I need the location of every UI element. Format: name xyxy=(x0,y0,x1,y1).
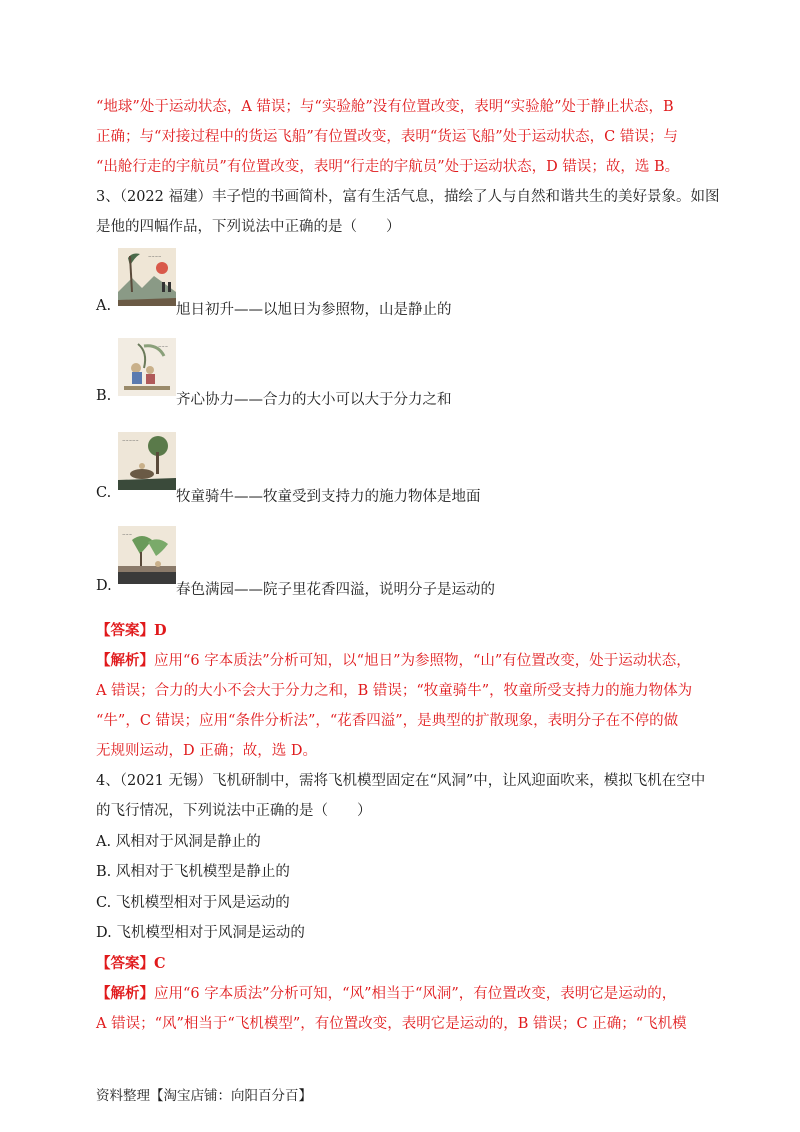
explanation-text: 应用“6 字本质法”分析可知，以“旭日”为参照物，“山”有位置改变，处于运动状态， xyxy=(154,653,691,669)
intro-explanation-line-3: “出舱行走的宇航员”有位置改变，表明“行走的宇航员”处于运动状态，D 错误；故，选 B。 xyxy=(96,159,680,175)
answer-value: D xyxy=(154,622,167,639)
painting-sunrise-image xyxy=(118,248,176,306)
q4-option-c: C. 飞机模型相对于风是运动的 xyxy=(96,895,290,911)
explanation-label: 【解析】 xyxy=(96,985,154,1002)
q4-option-b: B. 风相对于飞机模型是静止的 xyxy=(96,864,290,880)
option-text: 春色满园——院子里花香四溢，说明分子是运动的 xyxy=(176,582,495,598)
q3-explanation-line-3: “牛”，C 错误；应用“条件分析法”，“花香四溢”，是典型的扩散现象，表明分子在不停的做 xyxy=(96,713,679,729)
svg-text:~~~: ~~~ xyxy=(122,532,133,537)
answer-value: C xyxy=(154,955,166,972)
svg-text:~~~~~: ~~~~~ xyxy=(122,438,139,443)
answer-label: 【答案】 xyxy=(96,622,154,639)
option-text: 牧童骑牛——牧童受到支持力的施力物体是地面 xyxy=(176,489,481,505)
q4-answer xyxy=(96,955,166,973)
q3-answer xyxy=(96,622,167,640)
q3-stem-line-1: 3、（2022 福建）丰子恺的书画简朴，富有生活气息，描绘了人与自然和谐共生的美好景象。如图 xyxy=(96,189,720,205)
answer-label: 【答案】 xyxy=(96,955,154,972)
q4-explanation-line-1 xyxy=(96,985,676,1003)
q4-option-d: D. 飞机模型相对于风洞是运动的 xyxy=(96,925,305,941)
option-letter: A. xyxy=(96,298,112,314)
q3-explanation-line-2: A 错误；合力的大小不会大于分力之和，B 错误；“牧童骑牛”，牧童所受支持力的施力物体为 xyxy=(96,683,693,699)
option-text: 旭日初升——以旭日为参照物，山是静止的 xyxy=(176,302,452,318)
option-letter: C. xyxy=(96,485,112,501)
svg-text:~~~~: ~~~~ xyxy=(148,254,162,259)
q4-stem-line-1: 4、（2021 无锡）飞机研制中，需将飞机模型固定在“风洞”中，让风迎面吹来，模拟飞机在空中 xyxy=(96,773,706,789)
option-letter: B. xyxy=(96,388,112,404)
painting-cowherd-image xyxy=(118,432,176,490)
page-footer: 资料整理【淘宝店铺：向阳百分百】 xyxy=(96,1088,312,1104)
q3-explanation-line-1 xyxy=(96,652,691,670)
explanation-text: 应用“6 字本质法”分析可知，“风”相当于“风洞”，有位置改变，表明它是运动的， xyxy=(154,986,677,1002)
q4-explanation-line-2: A 错误；“风”相当于“飞机模型”，有位置改变，表明它是运动的，B 错误；C 正确；“飞机模 xyxy=(96,1016,687,1032)
option-text: 齐心协力——合力的大小可以大于分力之和 xyxy=(176,392,452,408)
q4-option-a: A. 风相对于风洞是静止的 xyxy=(96,834,261,850)
intro-explanation-line-1: “地球”处于运动状态，A 错误；与“实验舱”没有位置改变，表明“实验舱”处于静止状态，B xyxy=(96,99,674,115)
q4-stem-line-2: 的飞行情况，下列说法中正确的是（ ） xyxy=(96,803,372,819)
explanation-label: 【解析】 xyxy=(96,652,154,669)
q3-stem-line-2: 是他的四幅作品，下列说法中正确的是（ ） xyxy=(96,219,401,235)
option-letter: D. xyxy=(96,578,112,594)
painting-cooperation-image xyxy=(118,338,176,396)
intro-explanation-line-2: 正确；与“对接过程中的货运飞船”有位置改变，表明“货运飞船”处于运动状态，C 错误；与 xyxy=(96,129,678,145)
q3-explanation-line-4: 无规则运动，D 正确；故，选 D。 xyxy=(96,743,317,759)
painting-spring-garden-image xyxy=(118,526,176,584)
svg-text:~~~: ~~~ xyxy=(158,344,169,349)
